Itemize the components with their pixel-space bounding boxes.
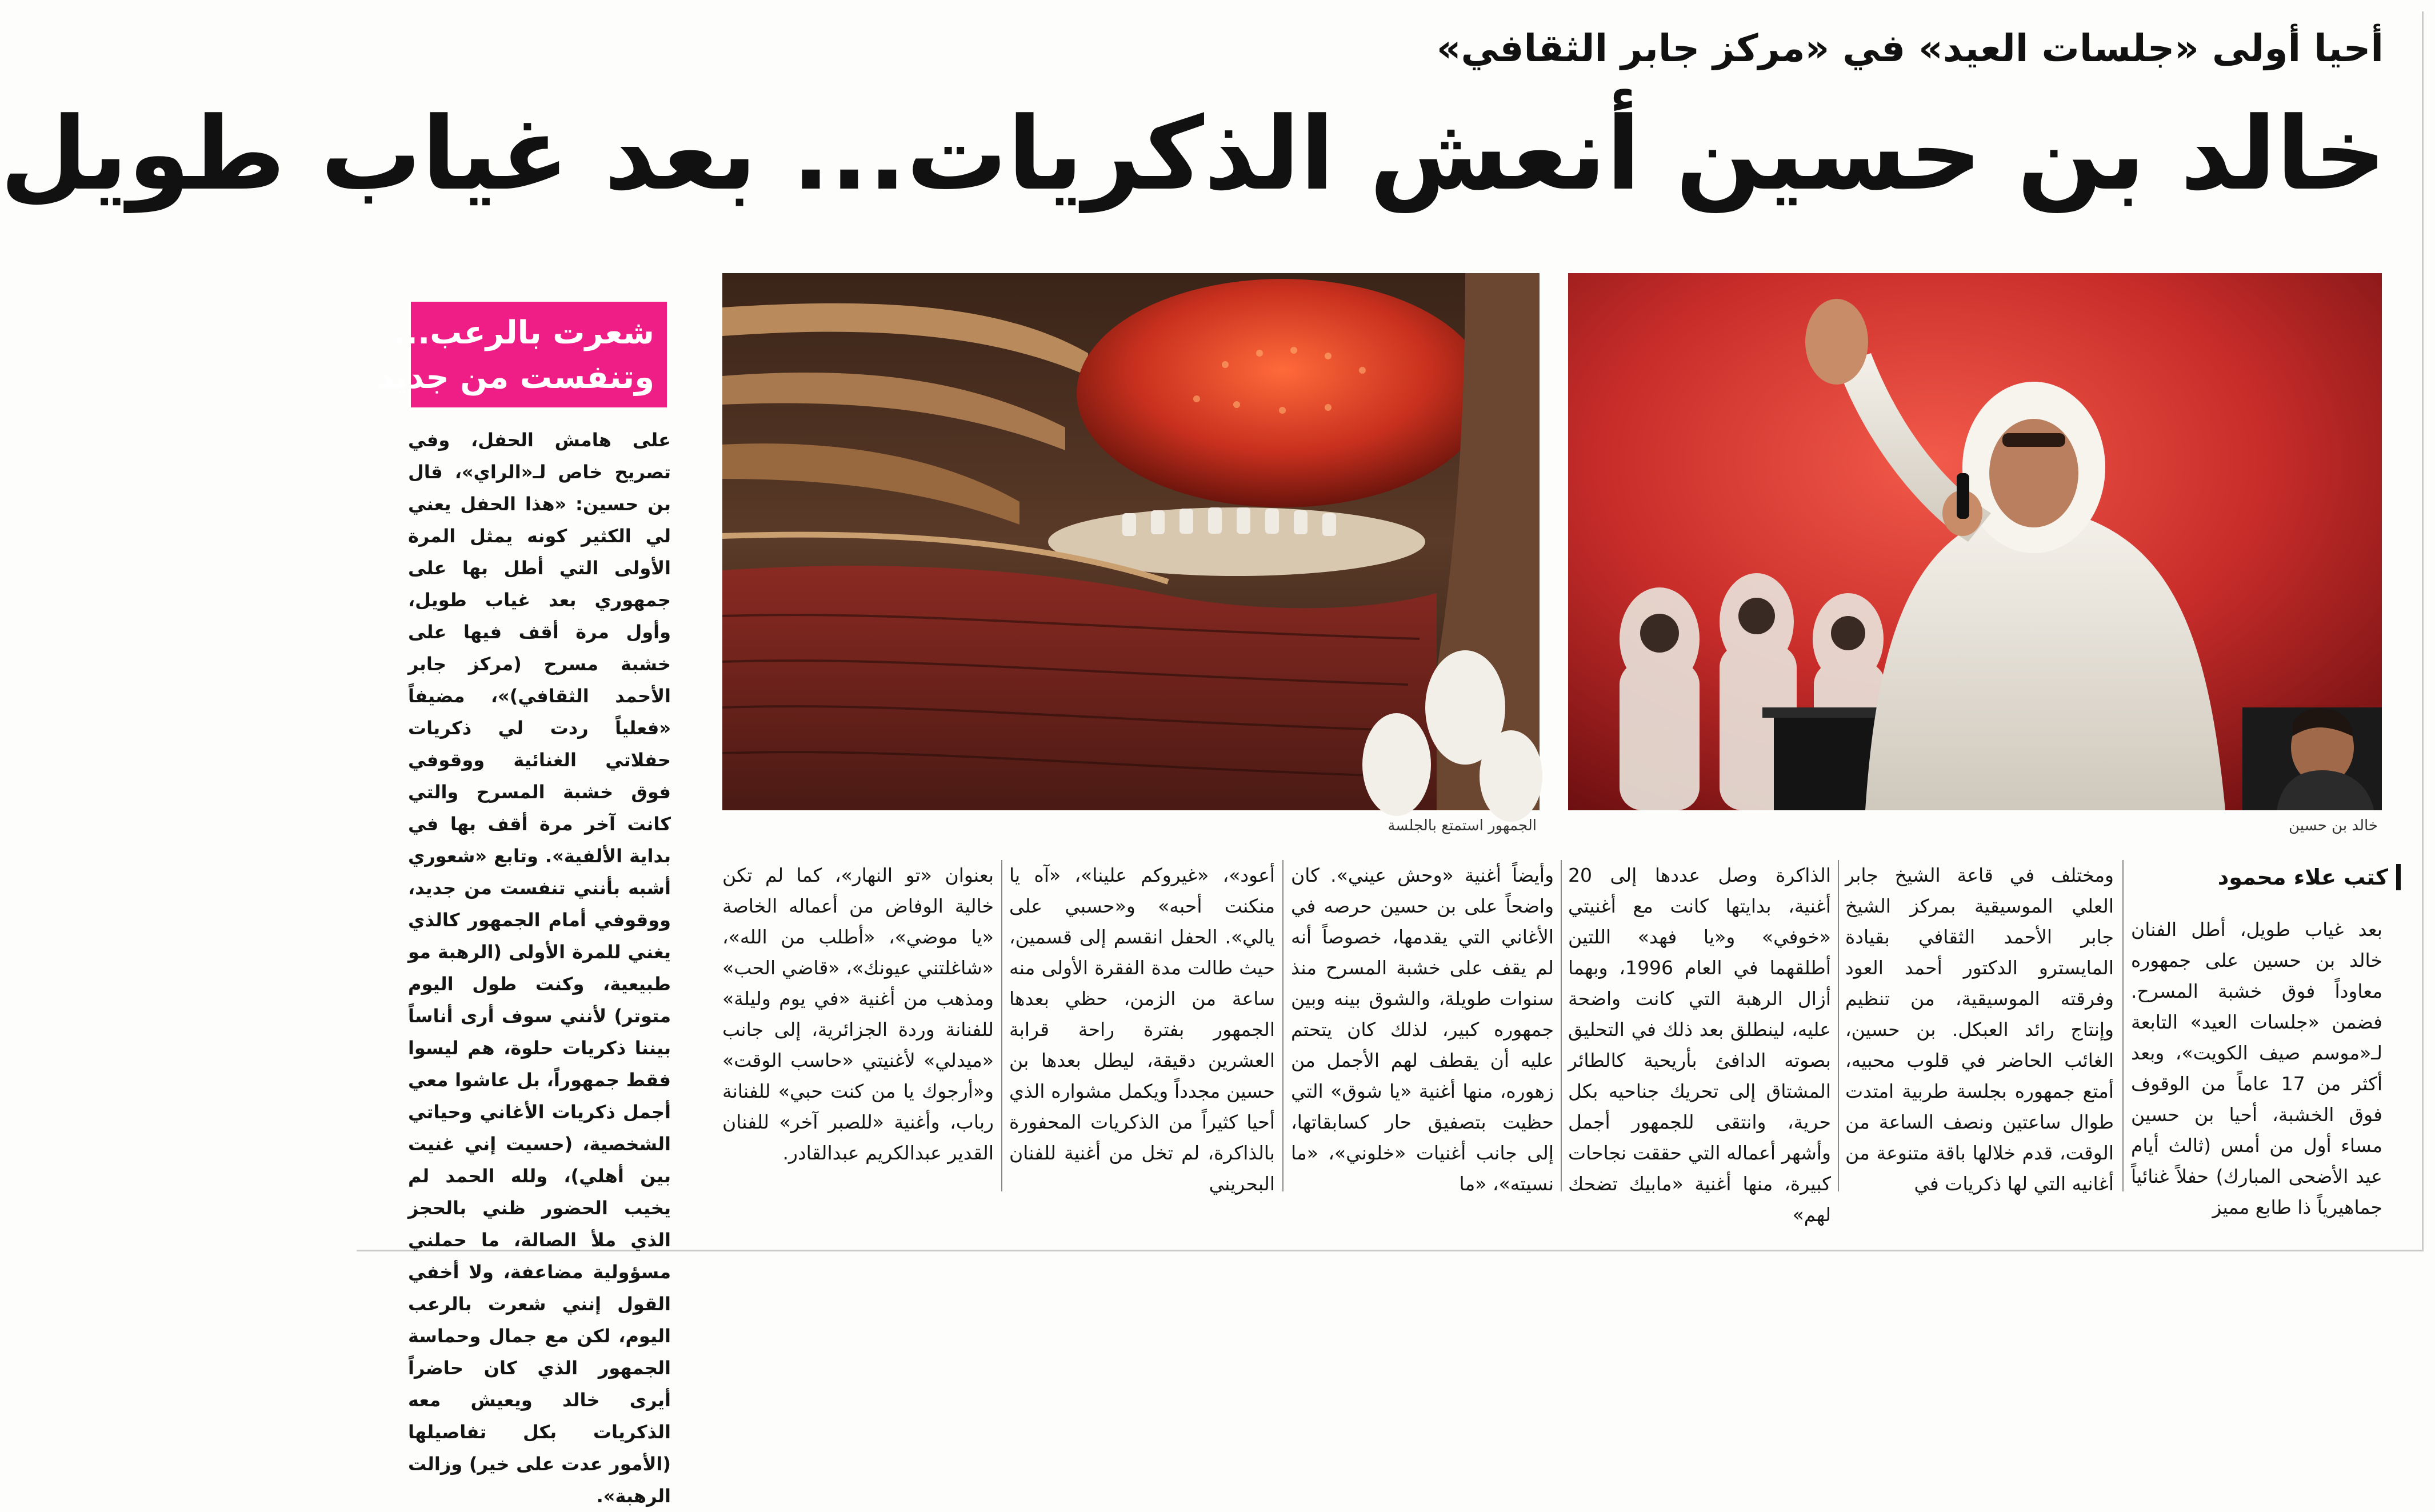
- article-column-6: [722, 860, 994, 1191]
- byline-marker: [2396, 864, 2401, 890]
- article-column-3: [1568, 860, 1831, 1226]
- column-3-text: الذاكرة وصل عددها إلى 20 أغنية، بدايتها كانت مع أغنيتي «خوفي» و«يا فهد» اللتين أطلقهما في العام 1996، وبهما أزال الرهبة التي كانت واضحة عليه، لينطلق بعد ذلك في التحليق بصوته الدافئ بأريحية كالطائر المشتاق إلى تحريك جناحيه بكل حرية، وانتقى للجمهور أجمل وأشهر أعماله التي حققت نجاحات كبيرة، منها أغنية «مابيك تضحك لهم»: [1568, 864, 1831, 1226]
- article-column-5: [1009, 860, 1275, 1195]
- article-column-2: [1845, 860, 2114, 1195]
- column-1-text: بعد غياب طويل، أطل الفنان خالد بن حسين على جمهوره معاوداً فوق خشبة المسرح. فضمن «جلسات العيد» التابعة لـ«موسم صيف الكويت»، وبعد أكثر من 17 عاماً من الوقوف فوق الخشبة، أحيا بن حسين مساء أول من أمس (ثالث أيام عيد الأضحى المبارك) حفلاً غنائياً جماهيرياً ذا طابع مميز: [2131, 918, 2383, 1218]
- singer-photo: [1568, 273, 2382, 810]
- column-rule: [1838, 860, 1839, 1191]
- column-4-text: وأيضاً أغنية «وحش عيني». كان واضحاً على بن حسين حرصه في الأغاني التي يقدمها، خصوصاً أنه لم يقف على خشبة المسرح منذ سنوات طويلة، والشوق بينه وبين جمهوره كبير، لذلك كان يتحتم عليه أن يقطف لهم الأجمل من زهوره، منها أغنية «يا شوق» التي حظيت بتصفيق حار كسابقاتها، إلى جانب أغنيات «خلوني»، «ما نسيته»، «ما: [1291, 864, 1554, 1195]
- singer-photo-illustration: [1568, 273, 2382, 810]
- column-5-text: أعود»، «غيروكم علينا»، «آه يا منكنت أحبه» و«حسبي على يالي». الحفل انقسم إلى قسمين، حيث طالت مدة الفقرة الأولى منه ساعة من الزمن، حظي بعدها الجمهور بفترة راحة قرابة العشرين دقيقة، ليطل بعدها بن حسين مجدداً ويكمل مشواره الذي أحيا كثيراً من الذكريات المحفورة بالذاكرة، لم تخل من أغنية للفنان البحريني: [1009, 864, 1275, 1195]
- column-rule: [1001, 860, 1002, 1191]
- article-column-4: [1291, 860, 1554, 1195]
- byline: كتب علاء محمود: [2217, 865, 2388, 890]
- column-rule: [1282, 860, 1284, 1191]
- sidebar-title-line1: شعرت بالرعب...: [393, 314, 654, 351]
- hall-photo-illustration: [722, 273, 1540, 810]
- column-6-text: بعنوان «تو النهار»، كما لم تكن خالية الوفاض من أعماله الخاصة «يا موضي»، «أطلب من الله»، «شاغلتني عيونك»، «قاضي الحب» ومذهب من أغنية «في يوم وليلة» للفنانة وردة الجزائرية، إلى جانب «ميدلي» لأغنيتي «حاسب الوقت» و«أرجوك يا من كنت حبي» للفنانة رباب، وأغنية «للصبر آخر» للفنان القدير عبدالكريم عبدالقادر.: [722, 864, 994, 1164]
- article-column-1: [2131, 914, 2383, 1218]
- column-2-text: ومختلف في قاعة الشيخ جابر العلي الموسيقية بمركز الشيخ جابر الأحمد الثقافي بقيادة المايسترو الدكتور أحمد العود وفرقته الموسيقية، من تنظيم وإنتاج رائد العبكل. بن حسين، الغائب الحاضر في قلوب محبيه، أمتع جمهوره بجلسة طربية امتدت طوال ساعتين ونصف الساعة من الوقت، قدم خلالها باقة متنوعة من أغانيه التي لها ذكريات في: [1845, 864, 2114, 1195]
- article-headline: خالد بن حسين أنعش الذكريات... بعد غياب طويل: [0, 95, 2386, 213]
- article-kicker: أحيا أولى «جلسات العيد» في «مركز جابر الثقافي»: [1436, 26, 2384, 70]
- hall-caption: الجمهور استمتع بالجلسة: [1388, 817, 1537, 834]
- column-rule: [1561, 860, 1562, 1191]
- singer-caption: خالد بن حسين: [2288, 817, 2378, 834]
- sidebar-title-box: [377, 302, 667, 407]
- sidebar-body-text: على هامش الحفل، وفي تصريح خاص لـ«الراي»، قال بن حسين: «هذا الحفل يعني لي الكثير كونه يمثل المرة الأولى التي أطل بها على جمهوري بعد غياب طويل، وأول مرة أقف فيها على خشبة مسرح (مركز جابر الأحمد الثقافي)»، مضيفاً «فعلياً ردت لي ذكريات حفلاتي الغنائية ووقوفي فوق خشبة المسرح والتي كانت آخر مرة أقف بها في بداية الألفية». وتابع «شعوري أشبه بأنني تنفست من جديد، ووقوفي أمام الجمهور كالذي يغني للمرة الأولى (الرهبة مو طبيعية، وكنت طول اليوم متوتر) لأنني سوف أرى أناساً بيننا ذكريات حلوة، هم ليسوا فقط جمهوراً، بل عاشوا معي أجمل ذكريات الأغاني وحياتي الشخصية، (حسيت إني غنيت بين أهلي)، ولله الحمد لم يخيب الحضور ظني بالحجز الذي ملأ الصالة، ما حملني مسؤولية مضاعفة، ولا أخفي القول إنني شعرت بالرعب اليوم، لكن مع جمال وحماسة الجمهور الذي كان حاضراً أيرى خالد ويعيش معه الذكريات بكل تفاصيلها (الأمور عدت على خير) وزالت الرهبة».: [408, 429, 671, 1507]
- hall-photo: [722, 273, 1540, 810]
- column-rule: [2122, 860, 2124, 1191]
- sidebar-title-line2: وتنفست من جديد: [377, 359, 654, 396]
- sidebar-body: [408, 424, 671, 1507]
